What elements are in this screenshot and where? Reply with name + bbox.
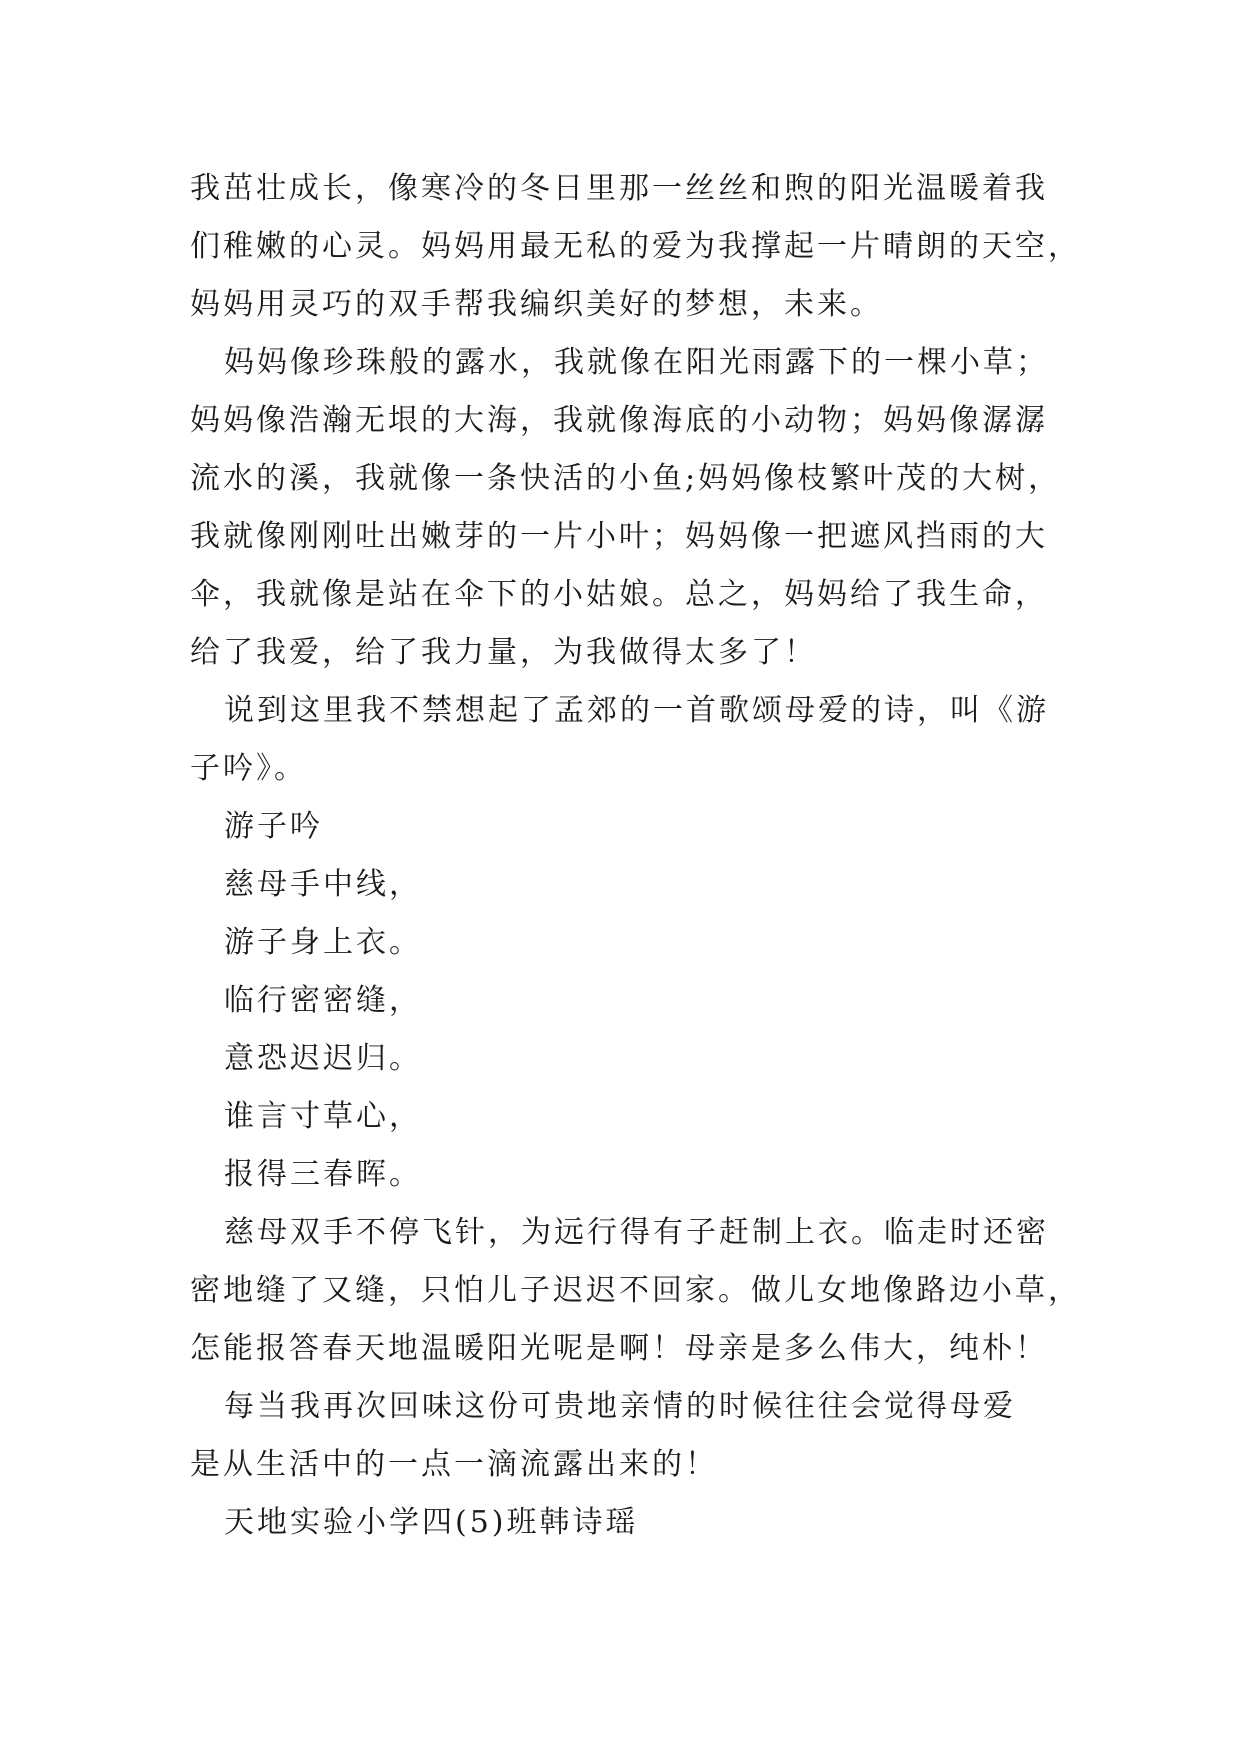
text-line: 是从生活中的一点一滴流露出来的！ (190, 1447, 718, 1482)
text-line: 伞，我就像是站在伞下的小姑娘。总之，妈妈给了我生命， (190, 577, 1048, 612)
text-line: 说到这里我不禁想起了孟郊的一首歌颂母爱的诗，叫《游 (224, 693, 1049, 728)
text-line: 意恐迟迟归。 (224, 1041, 422, 1076)
text-line: 临行密密缝， (224, 983, 422, 1018)
text-line: 妈妈用灵巧的双手帮我编织美好的梦想，未来。 (190, 287, 883, 322)
text-line: 游子吟 (224, 809, 323, 844)
text-line: 妈妈像浩瀚无垠的大海，我就像海底的小动物；妈妈像潺潺 (190, 403, 1048, 438)
text-line: 妈妈像珍珠般的露水，我就像在阳光雨露下的一棵小草； (224, 345, 1049, 380)
document-body (190, 160, 1081, 1552)
text-line: 每当我再次回味这份可贵地亲情的时候往往会觉得母爱 (224, 1389, 1016, 1424)
text-line: 我就像刚刚吐出嫩芽的一片小叶；妈妈像一把遮风挡雨的大 (190, 519, 1048, 554)
text-line: 密地缝了又缝，只怕儿子迟迟不回家。做儿女地像路边小草， (190, 1273, 1081, 1308)
text-line: 们稚嫩的心灵。妈妈用最无私的爱为我撑起一片晴朗的天空， (190, 229, 1081, 264)
text-line: 报得三春晖。 (224, 1157, 422, 1192)
text-line: 天地实验小学四(5)班韩诗瑶 (224, 1505, 639, 1540)
text-line: 慈母手中线， (224, 867, 422, 902)
text-line: 流水的溪，我就像一条快活的小鱼;妈妈像枝繁叶茂的大树， (190, 461, 1062, 496)
text-line: 给了我爱，给了我力量，为我做得太多了！ (190, 635, 817, 670)
text-line: 子吟》。 (190, 751, 307, 786)
text-line: 我茁壮成长，像寒冷的冬日里那一丝丝和煦的阳光温暖着我 (190, 171, 1048, 206)
text-line: 谁言寸草心， (224, 1099, 422, 1134)
text-line: 怎能报答春天地温暖阳光呢是啊！母亲是多么伟大，纯朴！ (190, 1331, 1048, 1366)
text-line: 游子身上衣。 (224, 925, 422, 960)
text-line: 慈母双手不停飞针，为远行得有子赶制上衣。临走时还密 (224, 1215, 1049, 1250)
